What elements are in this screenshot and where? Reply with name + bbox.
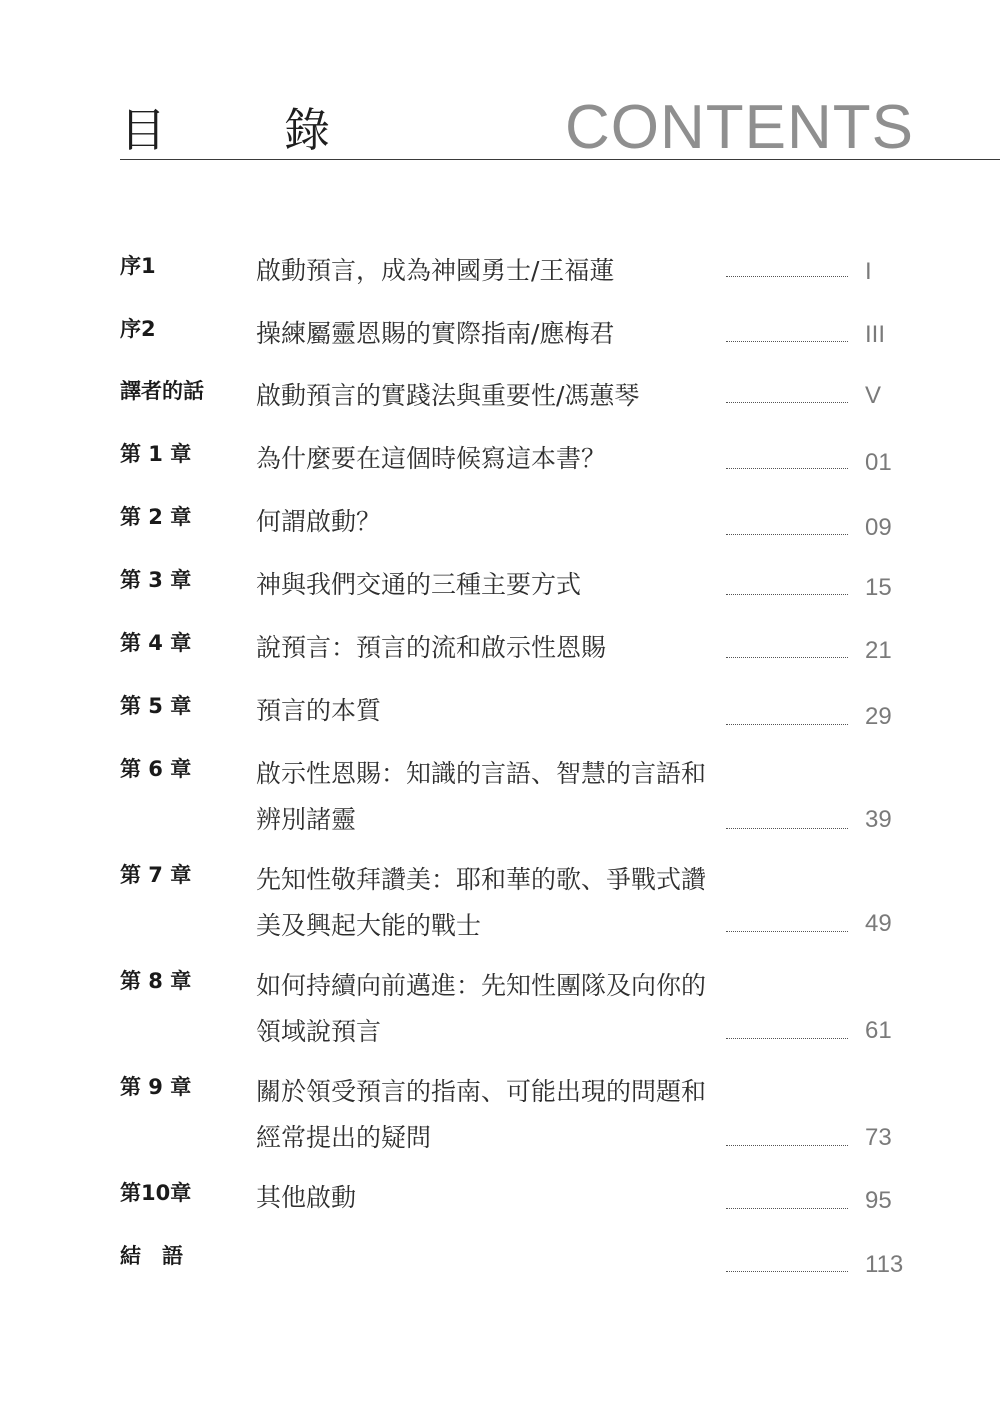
- toc-entry-label: 第 5 章: [120, 694, 192, 718]
- toc-entry-label: 序2: [120, 317, 156, 341]
- toc-entry-title: 說預言：預言的流和啟示性恩賜: [256, 633, 607, 662]
- toc-entry-page: 09: [865, 514, 892, 541]
- toc-entry-leader: [726, 594, 848, 595]
- toc-entry-label: 第 4 章: [120, 631, 192, 655]
- toc-entry-leader: [726, 657, 848, 658]
- toc-entry-page: 01: [865, 449, 892, 476]
- toc-entry-page: 15: [865, 574, 892, 601]
- toc-entry-label: 第 1 章: [120, 442, 192, 466]
- toc-entry-label: 第 3 章: [120, 568, 192, 592]
- toc-entry-label: 第 8 章: [120, 969, 192, 993]
- toc-entry-leader: [726, 724, 848, 725]
- toc-entry-title: 神與我們交通的三種主要方式: [256, 570, 582, 599]
- toc-entry-page: 29: [865, 703, 892, 730]
- toc-entry-leader: [726, 276, 848, 277]
- toc-entry-page: I: [865, 258, 872, 285]
- toc-entry-title: 何謂啟動？: [256, 507, 382, 536]
- toc-entry-label: 序1: [120, 254, 156, 278]
- toc-entry-title: 預言的本質: [256, 696, 382, 725]
- page-title-english: CONTENTS: [565, 93, 914, 162]
- page-title-chinese: 目 錄: [120, 103, 366, 157]
- toc-entry-title: 其他啟動: [256, 1183, 357, 1212]
- toc-entry-page: 39: [865, 806, 892, 833]
- toc-entry-leader: [726, 828, 848, 829]
- toc-entry-label: 第 2 章: [120, 505, 192, 529]
- toc-entry-label: 譯者的話: [120, 379, 204, 403]
- toc-entry-leader: [726, 1038, 848, 1039]
- toc-entry-title: 關於領受預言的指南、可能出現的問題和經常提出的疑問: [256, 1077, 707, 1152]
- title-divider: [120, 159, 1000, 160]
- toc-entry-title: 為什麼要在這個時候寫這本書？: [256, 444, 607, 473]
- toc-entry-page: 73: [865, 1124, 892, 1151]
- toc-entry-title: 啟動預言，成為神國勇士/王福蓮: [256, 256, 615, 285]
- toc-entry-leader: [726, 468, 848, 469]
- toc-entry-leader: [726, 341, 848, 342]
- toc-entry-title: 啟示性恩賜：知識的言語、智慧的言語和辨別諸靈: [256, 759, 707, 834]
- toc-entry-page: 113: [865, 1251, 904, 1278]
- toc-entry-label: 結 語: [120, 1244, 183, 1268]
- toc-entry-label: 第 7 章: [120, 863, 192, 887]
- toc-entry-leader: [726, 931, 848, 932]
- toc-entry-leader: [726, 534, 848, 535]
- toc-entry-leader: [726, 1145, 848, 1146]
- toc-entry-label: 第10章: [120, 1181, 192, 1205]
- toc-entry-page: III: [865, 321, 886, 348]
- toc-entry-title: 如何持續向前邁進：先知性團隊及向你的領域說預言: [256, 971, 707, 1046]
- toc-entry-label: 第 6 章: [120, 757, 192, 781]
- toc-entry-title: 先知性敬拜讚美：耶和華的歌、爭戰式讚美及興起大能的戰士: [256, 865, 707, 940]
- toc-entry-label: 第 9 章: [120, 1075, 192, 1099]
- toc-entry-leader: [726, 402, 848, 403]
- toc-entry-title: 操練屬靈恩賜的實際指南/應梅君: [256, 319, 615, 348]
- toc-entry-page: 61: [865, 1017, 892, 1044]
- toc-entry-leader: [726, 1208, 848, 1209]
- toc-entry-leader: [726, 1271, 848, 1272]
- toc-entry-page: 21: [865, 637, 892, 664]
- toc-entry-title: 啟動預言的實踐法與重要性/馮蕙琴: [256, 381, 640, 410]
- toc-entry-page: 49: [865, 910, 892, 937]
- toc-entry-page: V: [865, 382, 882, 409]
- toc-entry-page: 95: [865, 1187, 892, 1214]
